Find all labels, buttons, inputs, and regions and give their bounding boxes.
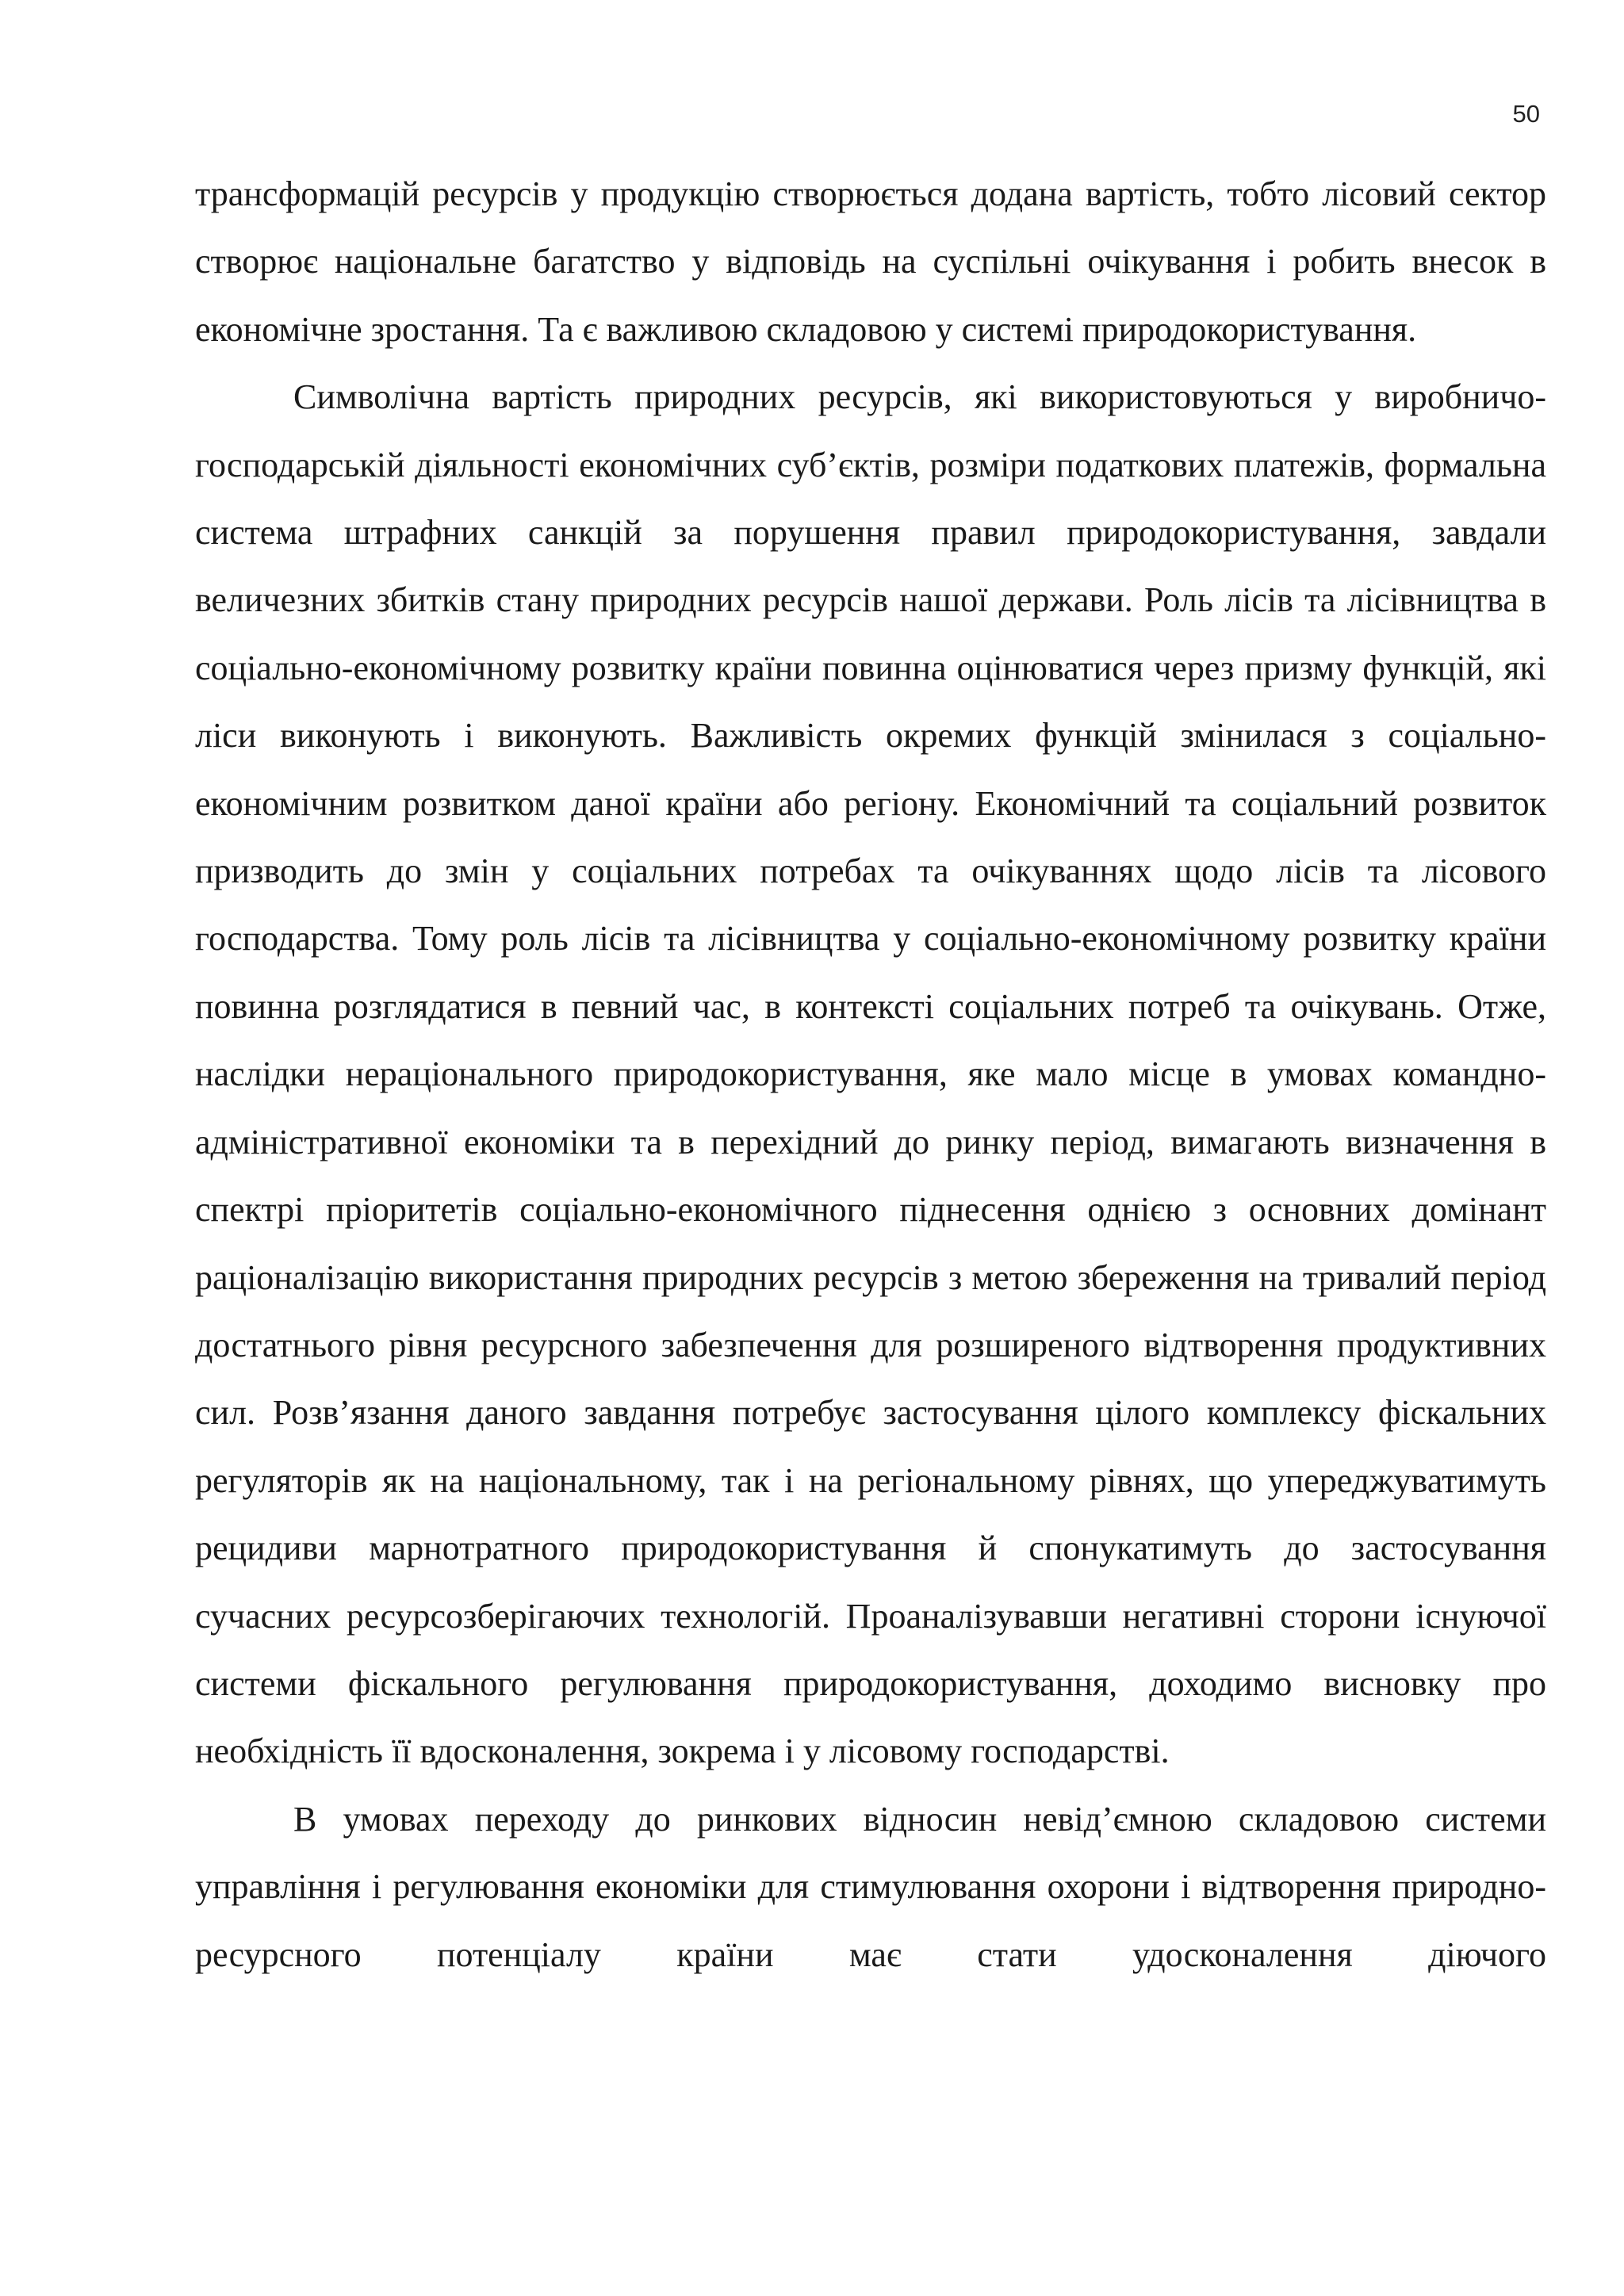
paragraph-1: трансформацій ресурсів у продукцію створюється додана вартість, тобто лісовий сектор створює національне багатство у відповідь на суспільні очікування і робить внесок в економічне зростання. Та є важливою складовою у системі природокористування. <box>195 174 1546 349</box>
paragraph-3: В умовах переходу до ринкових відносин невід’ємною складовою системи управління і регулювання економіки для стимулювання охорони і відтворення природно-ресурсного потенціалу країни має стати удосконалення діючого <box>195 1799 1546 1974</box>
document-body <box>195 160 1546 1988</box>
paragraph-2: Символічна вартість природних ресурсів, які використовуються у виробничо-господарській діяльності економічних суб’єктів, розміри податкових платежів, формальна система штрафних санкцій за порушення правил природокористування, завдали величезних збитків стану природних ресурсів нашої держави. Роль лісів та лісівництва в соціально-економічному розвитку країни повинна оцінюватися через призму функцій, які ліси виконують і виконують. Важливість окремих функцій змінилася з соціально-економічним розвитком даної країни або регіону. Економічний та соціальний розвиток призводить до змін у соціальних потребах та очікуваннях щодо лісів та лісового господарства. Тому роль лісів та лісівництва у соціально-економічному розвитку країни повинна розглядатися в певний час, в контексті соціальних потреб та очікувань. Отже, наслідки нераціонального природокористування, яке мало місце в умовах командно-адміністративної економіки та в перехідний до ринку період, вимагають визначення в спектрі пріоритетів соціально-економічного піднесення однією з основних домінант раціоналізацію використання природних ресурсів з метою збереження на тривалий період достатнього рівня ресурсного забезпечення для розширеного відтворення продуктивних сил. Розв’язання даного завдання потребує застосування цілого комплексу фіскальних регуляторів як на національному, так і на регіональному рівнях, що упереджуватимуть рецидиви марнотратного природокористування й спонукатимуть до застосування сучасних ресурсозберігаючих технологій. Проаналізувавши негативні сторони існуючої системи фіскального регулювання природокористування, доходимо висновку про необхідність її вдосконалення, зокрема і у лісовому господарстві. <box>195 377 1546 1771</box>
page-number: 50 <box>1512 100 1540 128</box>
